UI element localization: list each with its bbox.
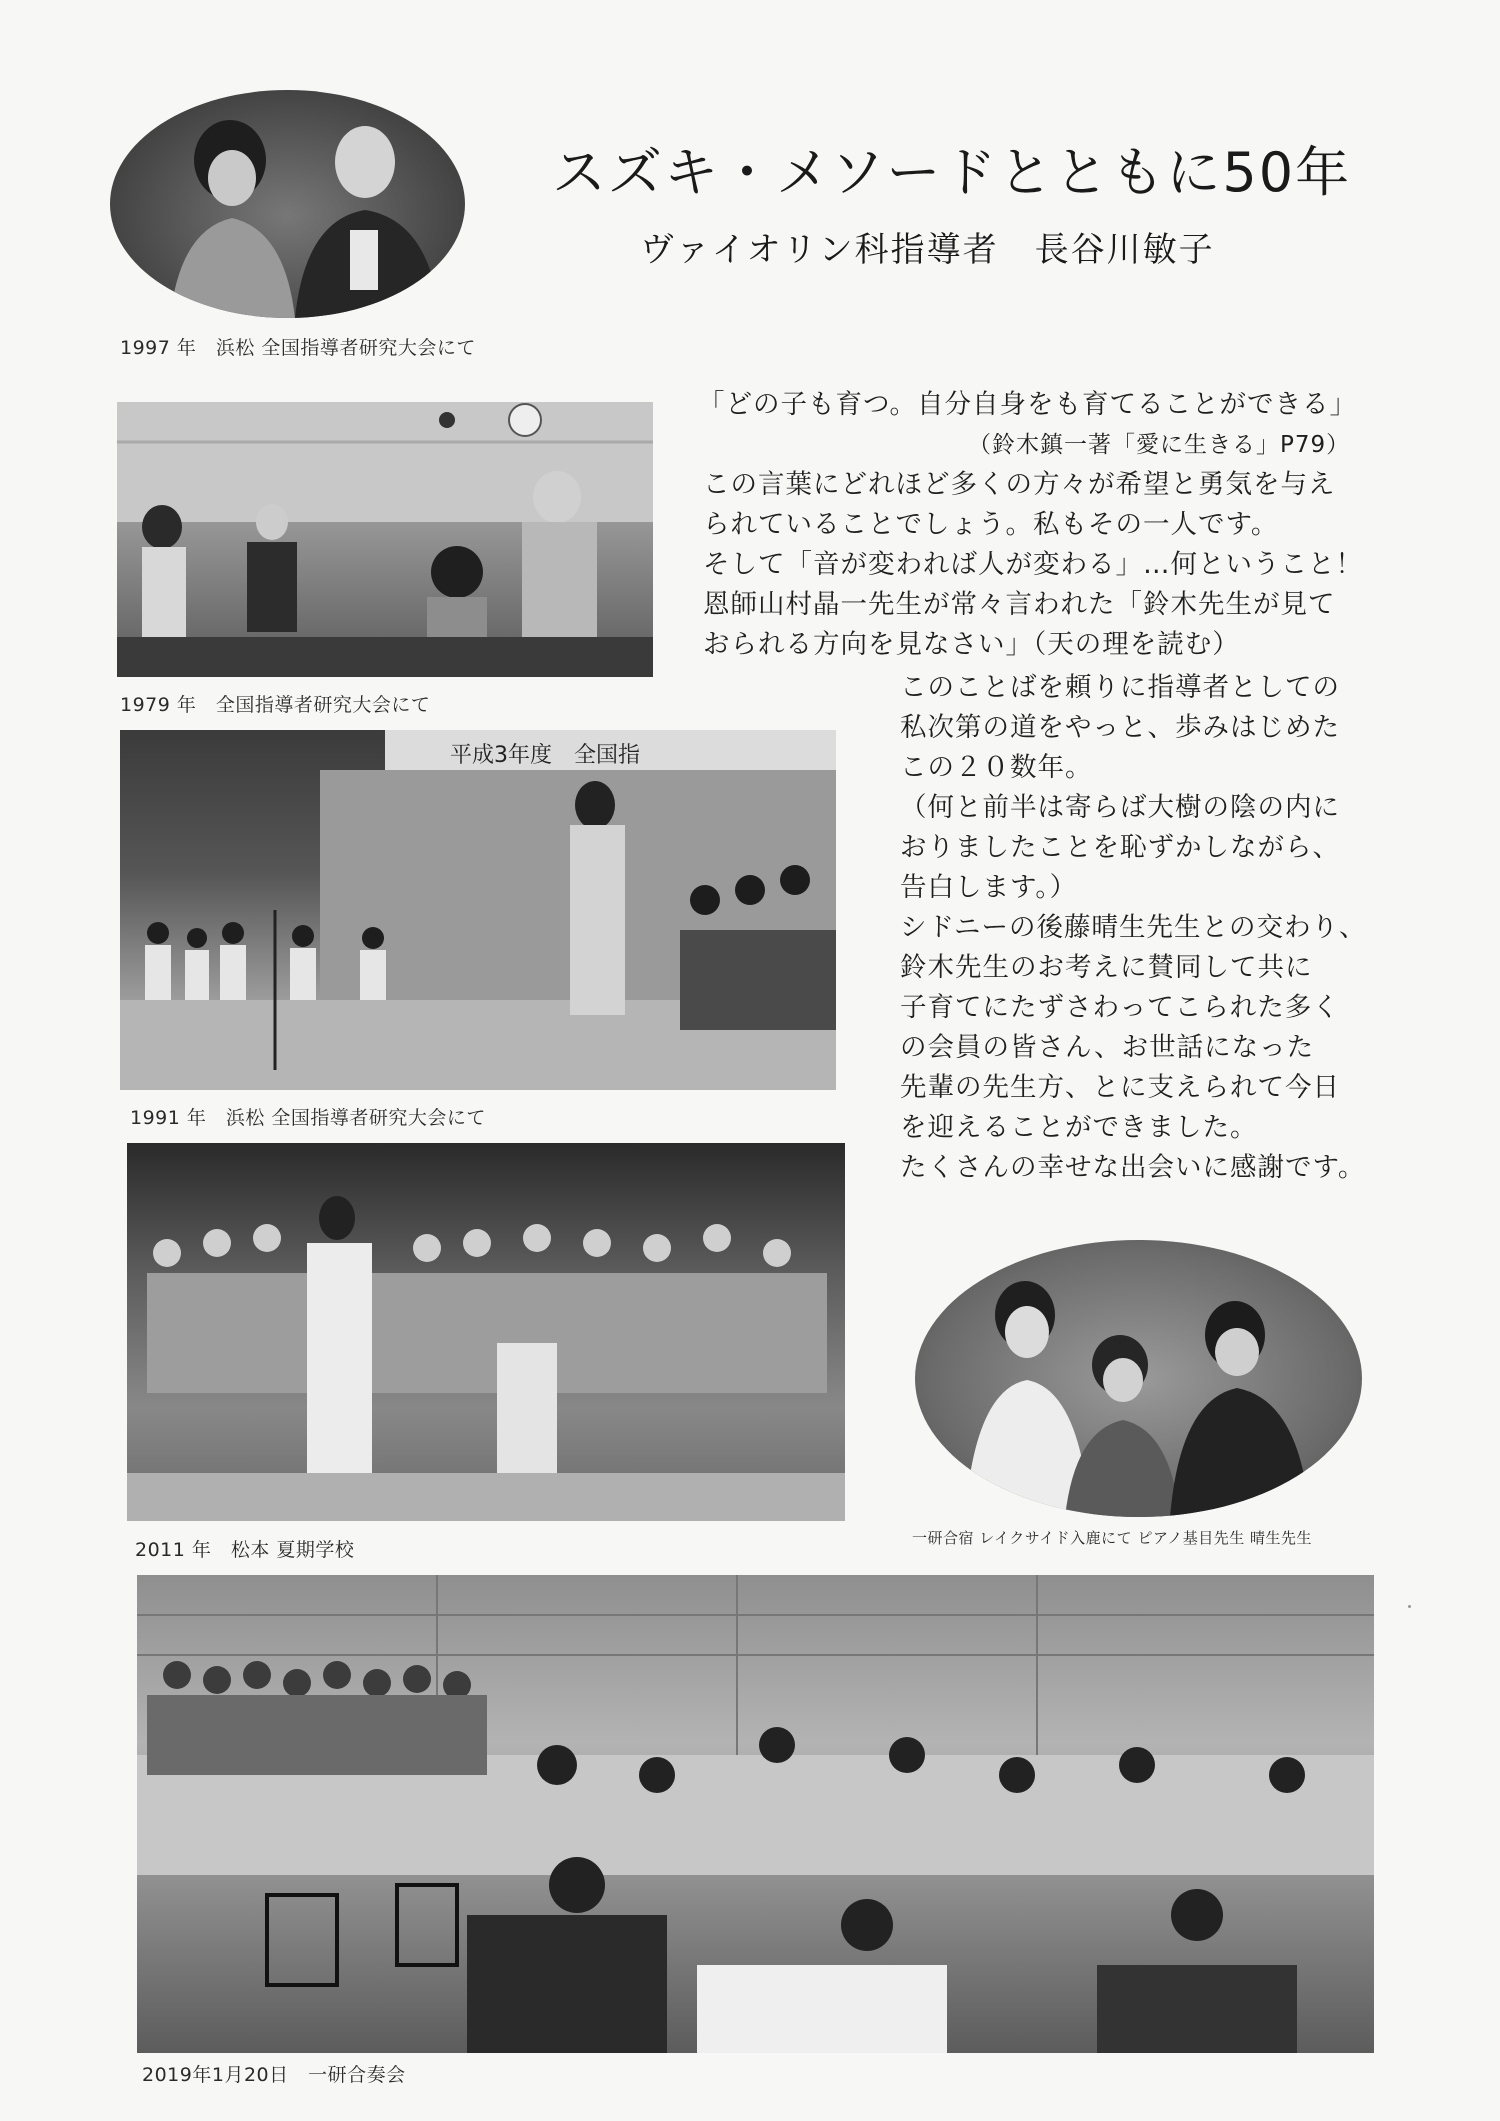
scan-speck: [1408, 1605, 1411, 1608]
body-line: 先輩の先生方、とに支えられて今日: [900, 1072, 1340, 1103]
caption-lakeside: 一研合宿 レイクサイド入鹿にて ピアノ基目先生 晴生先生: [912, 1529, 1313, 1547]
photo-lakeside-figures: [915, 1240, 1362, 1517]
photo-lakeside-oval: [915, 1240, 1362, 1517]
caption-2019: 2019年1月20日 一研合奏会: [142, 2064, 406, 2086]
body-line: そして「音が変われば人が変わる」…何ということ！: [703, 549, 1363, 580]
caption-1997: 1997 年 浜松 全国指導者研究大会にて: [120, 337, 476, 359]
body-line: を迎えることができました。: [900, 1112, 1258, 1143]
body-line: 私次第の道をやっと、歩みはじめた: [900, 712, 1340, 743]
body-line: （何と前半は寄らば大樹の陰の内に: [900, 792, 1340, 823]
body-line: この２０数年。: [900, 752, 1093, 783]
body-line: この言葉にどれほど多くの方々が希望と勇気を与え: [703, 469, 1336, 500]
body-line: 「どの子も育つ。自分自身をも育てることができる」: [698, 389, 1357, 420]
article-author: ヴァイオリン科指導者 長谷川敏子: [640, 230, 1215, 270]
body-line: おりましたことを恥ずかしながら、: [900, 832, 1340, 863]
photo-1991-stage: [120, 730, 836, 1090]
article-title: スズキ・メソードとともに50年: [552, 141, 1352, 204]
photo-1997-oval: [110, 90, 465, 318]
body-line: （鈴木鎮一著「愛に生きる」P79）: [968, 432, 1351, 458]
body-line: 鈴木先生のお考えに賛同して共に: [900, 952, 1313, 983]
body-line: おられる方向を見なさい」（天の理を読む）: [703, 629, 1240, 660]
body-line: られていることでしょう。私もその一人です。: [703, 509, 1279, 540]
body-line: 恩師山村晶一先生が常々言われた「鈴木先生が見て: [703, 589, 1336, 620]
photo-2011: [127, 1143, 845, 1521]
body-line: たくさんの幸せな出会いに感謝です。: [900, 1152, 1366, 1183]
body-line: の会員の皆さん、お世話になった: [900, 1032, 1315, 1063]
body-line: このことばを頼りに指導者としての: [900, 672, 1340, 703]
photo-2011-orchestra: [127, 1143, 845, 1521]
photo-2019: [137, 1575, 1374, 2053]
body-line: 告白します。）: [900, 872, 1078, 903]
caption-1979: 1979 年 全国指導者研究大会にて: [120, 694, 431, 716]
photo-1979-scene: [117, 402, 653, 677]
body-line: 子育てにたずさわってこられた多く: [900, 992, 1340, 1023]
photo-2019-ensemble: [137, 1575, 1374, 2053]
photo-1991: [120, 730, 836, 1090]
caption-1991: 1991 年 浜松 全国指導者研究大会にて: [130, 1107, 486, 1129]
photo-1979: [117, 402, 653, 677]
caption-2011: 2011 年 松本 夏期学校: [135, 1539, 355, 1561]
photo-1997-figures: [110, 90, 465, 318]
banner-text: 平成3年度 全国指: [450, 743, 640, 768]
body-line: シドニーの後藤晴生先生との交わり、: [900, 912, 1367, 943]
